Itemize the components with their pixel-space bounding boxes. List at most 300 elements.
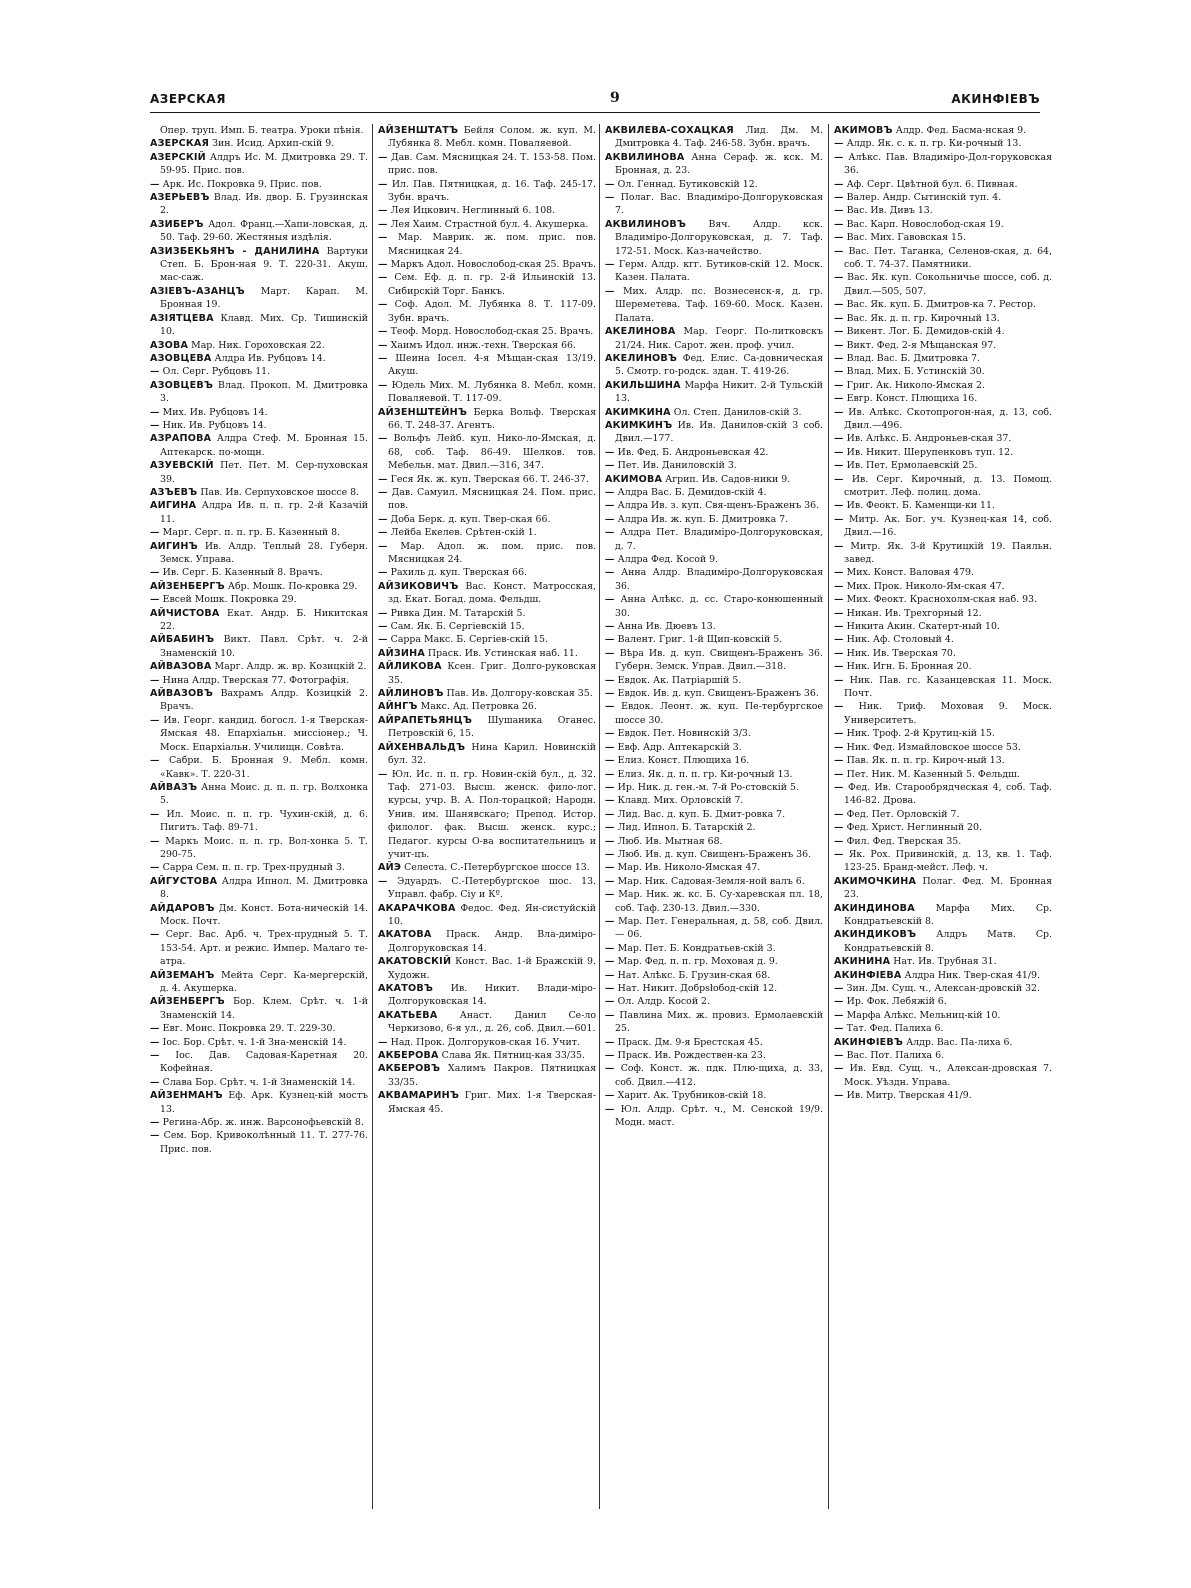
directory-entry — [605, 151, 823, 178]
entry-dash: — — [378, 527, 391, 539]
directory-subentry — [834, 406, 1052, 433]
directory-subentry — [834, 339, 1052, 352]
directory-subentry — [378, 379, 596, 406]
entry-text: Алдра Ив. з. куп. Свя-щенъ-Браженъ 36. — [617, 500, 820, 512]
entry-text: Вас. Ив. Дивъ 13. — [846, 205, 933, 217]
entry-text: Мар. Фед. п. п. гр. Моховая д. 9. — [617, 956, 778, 968]
directory-entry — [378, 861, 596, 874]
directory-subentry — [834, 352, 1052, 365]
directory-entry — [378, 647, 596, 660]
entry-text: Слава Бор. Срѣт. ч. 1-й Знаменскій 14. — [162, 1076, 356, 1088]
entry-dash: — — [378, 768, 392, 780]
directory-entry — [834, 875, 1052, 902]
surname-heading: АКИМОВА — [605, 473, 663, 485]
entry-text: Марфа Никит. 2-й Тульскій 13. — [615, 379, 823, 405]
entry-dash: — — [378, 634, 391, 646]
entry-dash: — — [834, 433, 847, 445]
surname-heading: АЙЭ — [378, 862, 402, 874]
entry-dash: — — [834, 406, 849, 418]
directory-entry — [150, 580, 368, 593]
entry-dash: — — [834, 379, 847, 391]
entry-text: Зин. Исид. Архип-скій 9. — [209, 138, 335, 150]
directory-subentry — [605, 178, 823, 191]
entry-text: Алдра Ипнол. М. Дмитровка 8. — [160, 875, 368, 901]
surname-heading: АЙЗЕНШТАТЪ — [378, 125, 459, 136]
entry-dash: — — [150, 406, 163, 418]
entry-text: Ник. Фед. Измайловское шоссе 53. — [846, 741, 1021, 753]
entry-dash: — — [605, 1063, 621, 1075]
surname-heading: АКИМКИНЪ — [605, 419, 673, 431]
entry-dash: — — [378, 339, 391, 351]
entry-dash: — — [150, 929, 166, 941]
surname-heading: АКБЕРОВЪ — [378, 1063, 441, 1075]
directory-subentry — [378, 566, 596, 579]
entry-dash: — — [834, 205, 847, 217]
entry-text: Юл. Ис. п. п. гр. Новин-скій бул., д. 32. Таф. 271-03. Высш. женск. фило-лог. курсы, учр. В. А. Пол-торацкой; Народн. Унив. им. Шанявскаго; Препод. Истор. филолог. фак. Высш. женск. курс.; Педагог. курсы О-ва воспитательницъ и учит-цъ. — [388, 768, 596, 860]
entry-text: Мейта Серг. Ка-мергерскій, д. 4. Акушерка. — [160, 969, 368, 994]
entry-text: Мих. Прок. Николо-Ям-ская 47. — [846, 580, 1005, 592]
entry-text: Арк. Ис. Покровка 9. Прис. пов. — [162, 178, 322, 190]
header-left-guide-word: АЗЕРСКАЯ — [150, 92, 226, 106]
entry-text: Ив. Алѣкс. Скотопрогон-ная, д. 13, соб. Двил.—496. — [844, 406, 1052, 431]
entry-text: Валер. Андр. Сытинскій туп. 4. — [846, 192, 1002, 204]
directory-entry — [150, 191, 368, 218]
entry-text: Абр. Мошк. По-кровка 29. — [224, 580, 358, 592]
entry-text: Евдок. Ив. д. куп. Свищенъ-Браженъ 36. — [617, 688, 819, 700]
entry-dash: — — [150, 1036, 163, 1048]
entry-dash: — — [834, 634, 847, 646]
entry-text: Тат. Фед. Палиха 6. — [846, 1023, 944, 1035]
directory-subentry — [605, 1089, 823, 1102]
directory-subentry — [378, 486, 596, 513]
directory-subentry — [834, 835, 1052, 848]
directory-subentry — [605, 674, 823, 687]
entry-text: Мар. Пет. Генеральная, д. 58, соб. Двил.— 06. — [615, 915, 823, 941]
directory-subentry — [150, 1076, 368, 1089]
entry-dash: — — [150, 419, 163, 431]
directory-subentry — [150, 861, 368, 874]
entry-dash: — — [834, 326, 847, 338]
entry-dash: — — [834, 728, 847, 740]
entry-dash: — — [605, 755, 618, 767]
entry-dash: — — [834, 272, 848, 284]
entry-dash: — — [834, 661, 847, 673]
entry-dash: — — [605, 621, 618, 633]
directory-subentry — [834, 231, 1052, 244]
directory-entry — [150, 781, 368, 808]
directory-entry — [150, 285, 368, 312]
directory-subentry — [605, 768, 823, 781]
directory-subentry — [150, 754, 368, 781]
entry-text: Нина Карил. Новинскій бул. 32. — [388, 741, 596, 767]
directory-subentry — [378, 1036, 596, 1049]
entry-text: Агрип. Ив. Садов-ники 9. — [662, 473, 791, 485]
directory-subentry — [378, 473, 596, 486]
surname-heading: АЙЛИКОВА — [378, 661, 442, 673]
entry-text: Пет. Пет. М. Сер-пуховская 39. — [160, 460, 368, 485]
directory-subentry — [378, 298, 596, 325]
directory-entry — [378, 660, 596, 687]
surname-heading: АЙЗЕНБЕРГЪ — [150, 996, 225, 1008]
entry-text: Бейля Солом. ж. куп. М. Лубянка 8. Мебл. комн. Поваляевой. — [388, 125, 596, 150]
entry-text: Як. Рох. Привинскій, д. 13, кв. 1. Таф. 123-25. Бранд-мейст. Леф. ч. — [844, 848, 1052, 874]
entry-text: Мих. Конст. Валовая 479. — [846, 567, 974, 579]
directory-entry — [150, 352, 368, 365]
entry-dash: — — [378, 540, 401, 552]
column-3 — [605, 124, 823, 1509]
entry-dash: — — [605, 1050, 618, 1062]
directory-subentry — [834, 727, 1052, 740]
entry-dash: — — [605, 808, 618, 820]
directory-subentry — [378, 875, 596, 902]
entry-text: Соф. Адол. М. Лубянка 8. Т. 117-09. Зубн. врачъ. — [388, 299, 596, 324]
directory-subentry — [605, 285, 823, 325]
directory-entry — [150, 245, 368, 285]
entry-text: Герм. Алдр. кгг. Бутиков-скій 12. Моск. Казен. Палата. — [615, 259, 823, 284]
directory-subentry — [834, 151, 1052, 178]
surname-heading: АКИМОВЪ — [834, 125, 893, 136]
entry-dash: — — [605, 634, 618, 646]
entry-dash: — — [605, 527, 621, 539]
entry-dash: — — [834, 996, 847, 1008]
directory-subentry — [605, 687, 823, 700]
directory-subentry — [150, 1116, 368, 1129]
entry-text: Митр. Ак. Бог. уч. Кузнец-кая 14, соб. Двил.—16. — [844, 513, 1052, 539]
entry-text: Праск. Ив. Рождествен-ка 23. — [617, 1050, 766, 1062]
entry-text: Влад. Прокоп. М. Дмитровка 3. — [160, 379, 368, 405]
directory-entry — [605, 419, 823, 446]
entry-text: Серг. Вас. Арб. ч. Трех-прудный 5. Т. 153-54. Арт. и режис. Импер. Малаго те-атра. — [160, 929, 368, 968]
entry-text: Пав. Як. п. п. гр. Кироч-ный 13. — [846, 755, 1005, 767]
entry-text: Слава Як. Пятниц-кая 33/35. — [438, 1050, 585, 1062]
surname-heading: АЙЗЕНМАНЪ — [150, 1090, 223, 1102]
entry-text: Дав. Сам. Мясницкая 24. Т. 153-58. Пом. прис. пов. — [388, 151, 596, 177]
entry-dash: — — [834, 607, 847, 619]
entry-text: Евг. Моис. Покровка 29. Т. 229-30. — [162, 1023, 336, 1035]
surname-heading: АКВИЛИНОВЪ — [605, 218, 687, 230]
entry-dash: — — [150, 755, 169, 767]
directory-entry — [378, 982, 596, 1009]
directory-entry — [150, 339, 368, 352]
entry-text: Ил. Пав. Пятницкая, д. 16. Таф. 245-17. Зубн. врачъ. — [388, 178, 596, 204]
entry-dash: — — [605, 674, 618, 686]
directory-entry — [378, 700, 596, 713]
directory-subentry — [150, 566, 368, 579]
entry-dash: — — [834, 567, 847, 579]
entry-dash: — — [834, 312, 847, 324]
entry-text: Пав. Ив. Серпуховское шоссе 8. — [197, 486, 360, 498]
surname-heading: АКИМКИНА — [605, 406, 671, 418]
entry-text: Фед. Ив. Старообрядческая 4, соб. Таф. 146-82. Дрова. — [844, 781, 1052, 807]
entry-dash: — — [605, 822, 618, 834]
entry-text: Алдр. Фед. Басма-нская 9. — [892, 125, 1027, 136]
directory-subentry — [378, 513, 596, 526]
entry-text: Ир. Ник. д. ген.-м. 7-й Ро-стовскій 5. — [617, 781, 799, 793]
directory-subentry — [150, 124, 368, 137]
surname-heading: АКЕЛИНОВА — [605, 326, 676, 338]
entry-text: Пет. Ник. М. Казенный 5. Фельдш. — [846, 768, 1020, 780]
entry-text: Хаимъ Идол. инж.-техн. Тверская 66. — [390, 339, 576, 351]
entry-dash: — — [378, 433, 394, 445]
entry-dash: — — [834, 393, 847, 405]
entry-text: Ив. Серг. Кирочный, д. 13. Помощ. смотрит. Леф. полиц. дома. — [844, 473, 1052, 498]
surname-heading: АЗОВЦЕВА — [150, 352, 212, 364]
directory-entry — [150, 137, 368, 150]
entry-text: Ник. Триф. Моховая 9. Моск. Университетъ. — [844, 701, 1052, 726]
entry-text: Вѣра Ив. д. куп. Свищенъ-Браженъ 36. Губерн. Земск. Управ. Двил.—318. — [615, 647, 823, 673]
directory-entry — [378, 124, 596, 151]
entry-dash: — — [834, 352, 847, 364]
entry-dash: — — [605, 835, 618, 847]
directory-entry — [605, 379, 823, 406]
entry-text: Еф. Арк. Кузнец-кій мостъ 13. — [160, 1090, 368, 1115]
directory-entry — [834, 124, 1052, 137]
directory-entry — [378, 1049, 596, 1062]
entry-text: Вас. Пет. Таганка, Селенов-ская, д. 64, соб. Т. 74-37. Памятники. — [844, 245, 1052, 271]
entry-text: Мих. Алдр. пс. Вознесенск-я, д. гр. Шереметева. Таф. 169-60. Моск. Казен. Палата. — [615, 285, 823, 324]
entry-text: Алдр. Вас. Па-лиха 6. — [903, 1036, 1013, 1048]
entry-dash: — — [605, 688, 618, 700]
directory-subentry — [605, 915, 823, 942]
surname-heading: АИГИНА — [150, 500, 197, 512]
entry-text: Праск. Дм. 9-я Брестская 45. — [617, 1036, 763, 1048]
entry-text: Мар. Ив. Николо-Ямская 47. — [617, 862, 761, 874]
directory-subentry — [378, 526, 596, 539]
entry-text: Екат. Андр. Б. Никитская 22. — [160, 607, 368, 633]
entry-text: Конст. Вас. 1-й Бражскій 9. Художн. — [388, 956, 596, 981]
entry-dash: — — [378, 299, 395, 311]
directory-entry — [150, 486, 368, 499]
surname-heading: АЗЪЕВЪ — [150, 486, 198, 498]
directory-entry — [150, 687, 368, 714]
directory-subentry — [605, 727, 823, 740]
directory-subentry — [378, 271, 596, 298]
entry-text: Сем. Еф. д. п. гр. 2-й Ильинскій 13. Сибирскій Торг. Банкъ. — [388, 272, 596, 297]
directory-entry — [834, 969, 1052, 982]
entry-text: Дм. Конст. Бота-ническій 14. Моск. Почт. — [160, 902, 368, 927]
entry-text: Евф. Адр. Аптекарскій 3. — [617, 741, 742, 753]
entry-dash: — — [834, 835, 847, 847]
entry-text: Елиз. Конст. Плющиха 16. — [617, 755, 750, 767]
entry-text: Вартуки Степ. Б. Брон-ная 9. Т. 220-31. Акуш. мас-саж. — [160, 245, 368, 284]
entry-text: Марфа Алѣкс. Мельниц-кій 10. — [846, 1009, 1001, 1021]
directory-subentry — [834, 982, 1052, 995]
entry-text: Анна Ив. Дюевъ 13. — [617, 621, 716, 633]
entry-text: Фед. Елис. Са-довническая 5. Смотр. го-родск. здан. Т. 419-26. — [615, 352, 823, 378]
entry-dash: — — [378, 1036, 391, 1048]
entry-text: Адол. Франц.—Хапи-ловская, д. 50. Таф. 29-60. Жестяныя издѣлія. — [160, 218, 368, 244]
entry-dash: — — [605, 956, 618, 968]
entry-text: Марг. Алдр. ж. вр. Козицкій 2. — [211, 661, 367, 673]
entry-text: Ив. Георг. кандид. богосл. 1-я Тверская-Ямская 48. Епархіальн. миссіонер.; Ч. Моск. Епархіальн. Училищн. Совѣта. — [160, 714, 368, 753]
directory-entry — [378, 1089, 596, 1116]
entry-text: Вас. Мих. Гавовская 15. — [846, 232, 966, 244]
entry-dash: — — [378, 178, 392, 190]
entry-text: Эдуардъ. С.-Петербургское шос. 13. Управл. фабр. Сiу и Кº. — [388, 875, 596, 901]
entry-dash: — — [150, 674, 163, 686]
entry-dash: — — [605, 178, 618, 190]
surname-heading: АЙГУСТОВА — [150, 875, 218, 887]
entry-text: Никан. Ив. Трехгорный 12. — [846, 607, 982, 619]
entry-text: Макс. Ад. Петровка 26. — [417, 701, 537, 713]
surname-heading: АЙБАБИНЪ — [150, 634, 215, 646]
entry-dash: — — [834, 138, 847, 150]
directory-subentry — [150, 808, 368, 835]
directory-subentry — [605, 995, 823, 1008]
entry-dash: — — [605, 875, 618, 887]
entry-dash: — — [834, 500, 847, 512]
directory-subentry — [834, 432, 1052, 445]
entry-dash: — — [150, 714, 164, 726]
entry-dash: — — [378, 205, 391, 217]
entry-text: Дав. Самуил. Мясницкая 24. Пом. прис. пов. — [388, 486, 596, 512]
directory-subentry — [378, 432, 596, 472]
entry-dash: — — [605, 781, 618, 793]
directory-subentry — [834, 540, 1052, 567]
entry-dash: — — [834, 674, 850, 686]
entry-text: Вяч. Алдр. кск. Владимiро-Долгоруковская, д. 7. Таф. 172-51. Моск. Каз-начейство. — [615, 218, 823, 257]
entry-dash: — — [605, 862, 618, 874]
entry-dash: — — [834, 513, 849, 525]
directory-subentry — [378, 633, 596, 646]
surname-heading: АКВАМАРИНЪ — [378, 1090, 460, 1102]
entry-dash: — — [834, 446, 847, 458]
entry-dash: — — [378, 232, 398, 244]
directory-subentry — [834, 1049, 1052, 1062]
entry-text: Халимъ Пакров. Пятницкая 33/35. — [388, 1063, 596, 1088]
surname-heading: АЙНГЪ — [378, 701, 418, 713]
surname-heading: АКИНДИКОВЪ — [834, 929, 917, 941]
directory-subentry — [605, 861, 823, 874]
entry-dash: — — [834, 540, 851, 552]
directory-subentry — [834, 593, 1052, 606]
surname-heading: АЙВАЗОВА — [150, 661, 212, 673]
entry-dash: — — [834, 460, 847, 472]
directory-subentry — [150, 406, 368, 419]
entry-text: Лид. Вас. д. куп. Б. Дмит-ровка 7. — [617, 808, 786, 820]
entry-text: Евдок. Леонт. ж. куп. Пе-тербургское шоссе 30. — [615, 701, 823, 726]
entry-text: Ник. Троф. 2-й Крутиц-кій 15. — [846, 728, 995, 740]
directory-entry — [150, 875, 368, 902]
entry-text: Лид. Ипнол. Б. Татарскій 2. — [617, 822, 756, 834]
directory-subentry — [378, 352, 596, 379]
directory-subentry — [150, 835, 368, 862]
entry-dash: — — [605, 1036, 618, 1048]
entry-text: Митр. Як. 3-й Крутицкій 19. Паяльн. завед. — [844, 540, 1052, 565]
entry-text: Валент. Григ. 1-й Щип-ковскій 5. — [617, 634, 783, 646]
directory-subentry — [605, 647, 823, 674]
entry-dash: — — [378, 218, 391, 230]
header-right-guide-word: АКИНФІЕВЪ — [951, 92, 1040, 106]
entry-dash: — — [834, 647, 847, 659]
entry-dash: — — [834, 218, 847, 230]
entry-dash: — — [150, 808, 167, 820]
directory-entry — [378, 1062, 596, 1089]
entry-text: Юл. Алдр. Срѣт. ч., М. Сенской 19/9. Модн. маст. — [615, 1103, 823, 1129]
entry-dash: — — [378, 486, 392, 498]
entry-text: Алдра Вас. Б. Демидов-скій 4. — [617, 486, 767, 498]
entry-text: Ривка Дин. М. Татарскій 5. — [390, 607, 526, 619]
entry-text: Ив. Ив. Данилов-скій 3 соб. Двил.—177. — [615, 419, 823, 445]
directory-subentry — [378, 178, 596, 205]
entry-dash: — — [378, 621, 391, 633]
directory-entry — [150, 607, 368, 634]
entry-dash: — — [605, 768, 618, 780]
directory-entry — [834, 928, 1052, 955]
entry-text: Фед. Христ. Неглинный 20. — [846, 822, 982, 834]
entry-dash: — — [150, 835, 166, 847]
directory-subentry — [150, 178, 368, 191]
entry-text: Ив. Феокт. Б. Каменщи-ки 11. — [846, 500, 995, 512]
directory-subentry — [605, 700, 823, 727]
entry-dash: — — [150, 1023, 163, 1035]
surname-heading: АЙВАЗОВЪ — [150, 688, 214, 700]
entry-dash: — — [605, 741, 618, 753]
directory-subentry — [834, 298, 1052, 311]
column-divider — [599, 124, 600, 1509]
surname-heading: АКВИЛИНОВА — [605, 151, 685, 163]
entry-dash: — — [378, 326, 391, 338]
entry-text: Полаг. Фед. М. Бронная 23. — [844, 875, 1052, 901]
entry-dash: — — [605, 969, 618, 981]
entry-text: Алдра Фед. Косой 9. — [617, 554, 719, 565]
directory-entry — [605, 473, 823, 486]
directory-entry — [150, 660, 368, 673]
surname-heading: АИГИНЪ — [150, 540, 198, 552]
surname-heading: АЙЗЕНБЕРГЪ — [150, 580, 225, 592]
directory-subentry — [378, 325, 596, 338]
directory-subentry — [378, 620, 596, 633]
entry-dash: — — [605, 983, 618, 994]
directory-entry — [378, 955, 596, 982]
directory-entry — [378, 928, 596, 955]
directory-subentry — [150, 714, 368, 754]
entry-text: Мар. Георг. По-литковскъ 21/24. Ник. Сарот. жен. проф. учил. — [615, 326, 823, 351]
entry-dash: — — [605, 647, 620, 659]
entry-dash: — — [605, 513, 618, 525]
entry-text: Зин. Дм. Сущ. ч., Алексан-дровскій 32. — [846, 983, 1040, 994]
directory-entry — [150, 969, 368, 996]
surname-heading: АЙЛИНОВЪ — [378, 688, 444, 700]
entry-dash: — — [378, 259, 391, 271]
surname-heading: АКВИЛЕВА-СОХАЦКАЯ — [605, 125, 734, 136]
entry-text: Алдръ Ис. М. Дмитровка 29. Т. 59-95. Прис. пов. — [160, 151, 368, 177]
entry-dash: — — [834, 768, 847, 780]
entry-text: Праск. Андр. Вла-димiро-Долгоруковская 14. — [388, 929, 596, 954]
directory-subentry — [605, 982, 823, 995]
entry-dash: — — [150, 1130, 164, 1142]
entry-text: Мар. Ник. ж. кс. Б. Су-харевская пл. 18, соб. Таф. 230-13. Двил.—330. — [615, 889, 823, 914]
entry-dash: — — [605, 915, 619, 927]
directory-subentry — [834, 1009, 1052, 1022]
entry-dash: — — [150, 594, 163, 606]
entry-text: Іос. Бор. Срѣт. ч. 1-й Зна-менскій 14. — [162, 1036, 347, 1048]
surname-heading: АЗІЕВЪ-АЗАНЦЪ — [150, 285, 245, 297]
entry-text: Мар. Адол. ж. пом. прис. пов. Мясницкая 24. — [388, 540, 596, 565]
directory-subentry — [605, 955, 823, 968]
entry-text: Ксен. Григ. Долго-руковская 35. — [388, 661, 596, 686]
entry-dash: — — [378, 607, 391, 619]
directory-subentry — [834, 325, 1052, 338]
directory-subentry — [605, 1049, 823, 1062]
entry-dash: — — [605, 486, 618, 498]
surname-heading: АКИНДИНОВА — [834, 902, 915, 914]
directory-entry — [834, 1036, 1052, 1049]
directory-subentry — [834, 365, 1052, 378]
entry-dash: — — [834, 151, 849, 163]
entry-text: Берка Вольф. Тверская 66. Т. 248-37. Агентъ. — [388, 406, 596, 431]
entry-text: Анна Алѣкс. д. сс. Старо-конюшенный 30. — [615, 594, 823, 619]
